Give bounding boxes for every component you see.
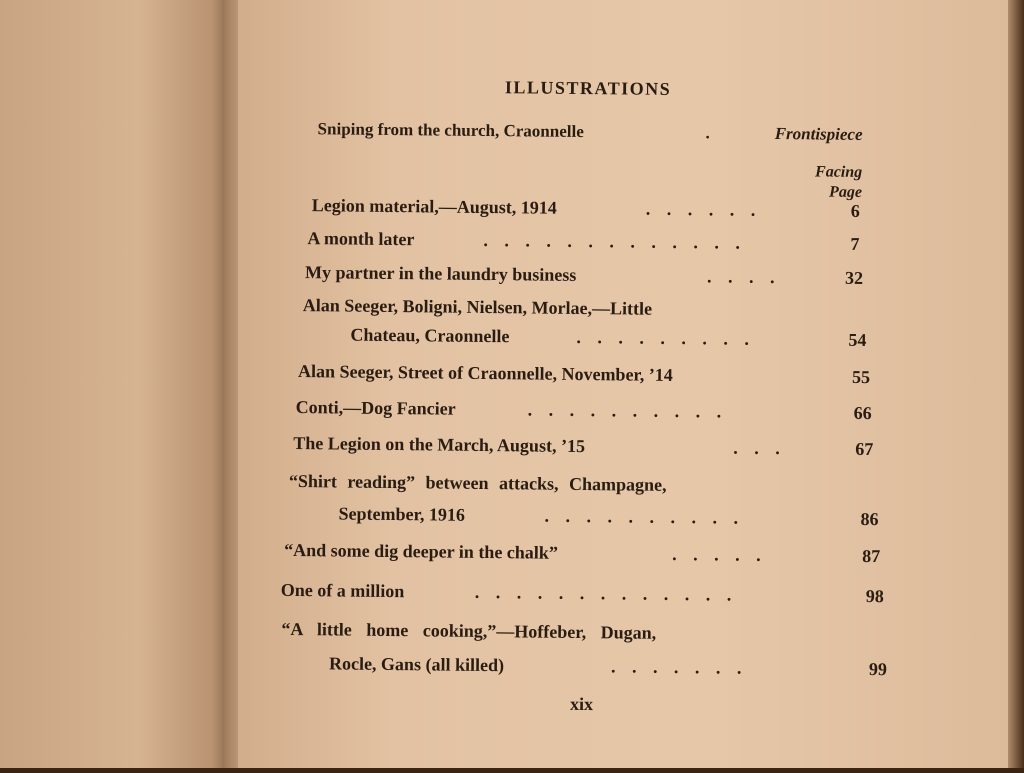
page-heading: ILLUSTRATIONS xyxy=(504,77,672,99)
page-number: xix xyxy=(569,693,594,715)
leader-dots: . . . . . . . xyxy=(610,656,748,678)
list-item xyxy=(284,540,880,572)
page-label: Page xyxy=(829,183,863,201)
frontispiece-row xyxy=(317,119,862,151)
entry-page: 98 xyxy=(865,586,884,607)
facing-page-header xyxy=(782,162,862,203)
entry-caption-continued: Rocle, Gans (all killed) xyxy=(328,653,505,676)
list-item xyxy=(305,262,863,294)
entry-page: 7 xyxy=(850,233,860,254)
leader-dots: . . . . . . . . . . xyxy=(544,505,745,528)
list-item xyxy=(298,361,870,393)
leader-dots: . . . . . . xyxy=(645,198,762,220)
entry-page: 54 xyxy=(848,329,867,350)
entry-caption: A month later xyxy=(307,228,415,250)
list-item-continuation xyxy=(350,325,866,356)
leader-dots: . . . . . . . . . . . . . xyxy=(474,581,738,605)
leader-dots: . . . . . . . . . . xyxy=(527,399,728,422)
list-item xyxy=(307,228,859,260)
leader-dots: . . . xyxy=(733,437,786,459)
entry-page: 55 xyxy=(851,366,871,388)
entry-caption-continued: Chateau, Craonnelle xyxy=(350,324,510,347)
entry-caption: Legion material,—August, 1914 xyxy=(311,195,557,218)
entry-caption: Alan Seeger, Boligni, Nielsen, Morlae,—Little xyxy=(302,295,653,319)
frontispiece-label: Frontispiece xyxy=(774,124,863,144)
entry-page: 6 xyxy=(850,200,860,221)
list-item xyxy=(312,195,860,227)
entry-caption: Conti,—Dog Fancier xyxy=(295,397,456,419)
leader-dots: . . . . xyxy=(706,266,781,288)
entry-caption: My partner in the laundry business xyxy=(305,262,577,285)
list-item xyxy=(281,580,884,612)
leader-dots: . . . . . xyxy=(672,543,767,565)
list-item-continuation xyxy=(329,653,887,685)
leader-dots: . . . . . . . . . xyxy=(576,326,756,349)
frontispiece-dot: . xyxy=(705,123,710,143)
facing-label: Facing xyxy=(814,163,863,181)
entry-caption: The Legion on the March, August, ’15 xyxy=(293,433,586,457)
entry-page: 99 xyxy=(868,659,888,680)
entry-caption: One of a million xyxy=(280,579,405,602)
list-item xyxy=(289,471,819,503)
entry-page: 32 xyxy=(844,267,864,288)
entry-page: 87 xyxy=(862,545,881,567)
list-item-continuation xyxy=(338,503,878,535)
entry-page: 86 xyxy=(860,508,879,530)
entry-page: 66 xyxy=(853,402,872,424)
leader-dots: . . . . . . . . . . . . . xyxy=(483,229,747,253)
entry-caption: “Shirt reading” between attacks, Champagne, xyxy=(288,470,667,495)
list-item xyxy=(293,433,873,465)
frontispiece-caption: Sniping from the church, Craonnelle xyxy=(317,119,584,142)
entry-page: 67 xyxy=(855,438,874,460)
list-item xyxy=(281,619,821,651)
list-item xyxy=(303,295,807,326)
entry-caption-continued: September, 1916 xyxy=(338,503,466,525)
list-item xyxy=(296,397,872,429)
entry-caption: Alan Seeger, Street of Craonnelle, November, ’14 xyxy=(297,361,673,385)
entry-caption: “A little home cooking,”—Hoffeber, Dugan, xyxy=(281,618,657,643)
entry-caption: “And some dig deeper in the chalk” xyxy=(284,539,558,563)
